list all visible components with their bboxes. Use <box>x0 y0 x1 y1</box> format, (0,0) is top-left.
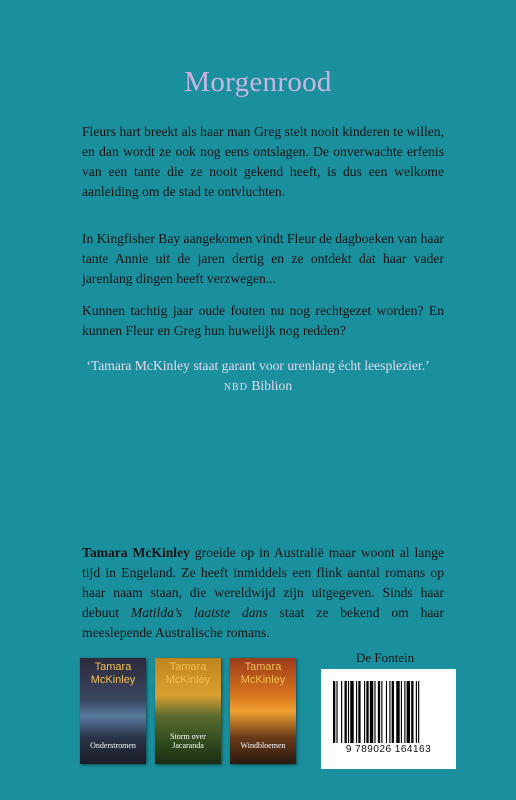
barcode-bars <box>333 681 444 743</box>
debut-title: Matilda’s laatste dans <box>130 605 268 620</box>
book-cover-title: Windbloemen <box>240 741 286 750</box>
blurb-paragraph-2: In Kingfisher Bay aangekomen vindt Fleur de dagboeken van haar tante Annie uit de jaren dertig en ze ontdekt dat haar vader jarenlang dingen heeft verzwegen... <box>82 231 445 286</box>
book-cover-author: Tamara McKinley <box>165 661 211 686</box>
bio-text-1: groeide op in Australië maar woont al lange tijd in Engeland. Ze heeft inmiddels een flink aantal romans op haar naam staan, die wereldwijd zijn uitgegeven. Sinds haar debuut <box>82 545 444 620</box>
quote-text: ‘Tamara McKinley staat garant voor urenlang écht leesplezier.’ <box>86 358 430 373</box>
book-cover-title: Onderstromen <box>90 741 136 750</box>
publisher-name: De Fontein <box>356 650 415 665</box>
review-quote <box>60 356 456 398</box>
barcode <box>321 669 456 769</box>
isbn-number: 9 789026 164163 <box>345 744 432 755</box>
book-cover-author: Tamara McKinley <box>240 661 286 686</box>
book-cover-author: Tamara McKinley <box>90 661 136 686</box>
book-cover-storm-over-jacaranda <box>155 658 221 764</box>
author-bio <box>82 543 444 643</box>
book-cover-onderstromen <box>80 658 146 764</box>
quote-source-name: Biblion <box>251 378 293 393</box>
bio-text-2: staat ze bekend om haar meeslepende Australische romans. <box>82 605 444 640</box>
quote-source <box>60 376 456 398</box>
quote-source-prefix: NBD <box>223 382 248 393</box>
book-cover-title: Storm over Jacaranda <box>170 732 206 750</box>
author-name: Tamara McKinley <box>82 545 190 560</box>
book-cover-windbloemen <box>230 658 296 764</box>
blurb-paragraph-1: Fleurs hart breekt als haar man Greg stelt nooit kinderen te willen, en dan wordt ze ook nog eens ontslagen. De onverwachte erfenis van een tante die ze nooit gekend heeft, is dus een welkome aanleiding om de stad te ontvluchten. <box>82 124 444 199</box>
book-title: Morgenrood <box>184 66 332 98</box>
blurb-paragraph-3: Kunnen tachtig jaar oude fouten nu nog rechtgezet worden? En kunnen Fleur en Greg hun huwelijk nog redden? <box>82 303 444 338</box>
